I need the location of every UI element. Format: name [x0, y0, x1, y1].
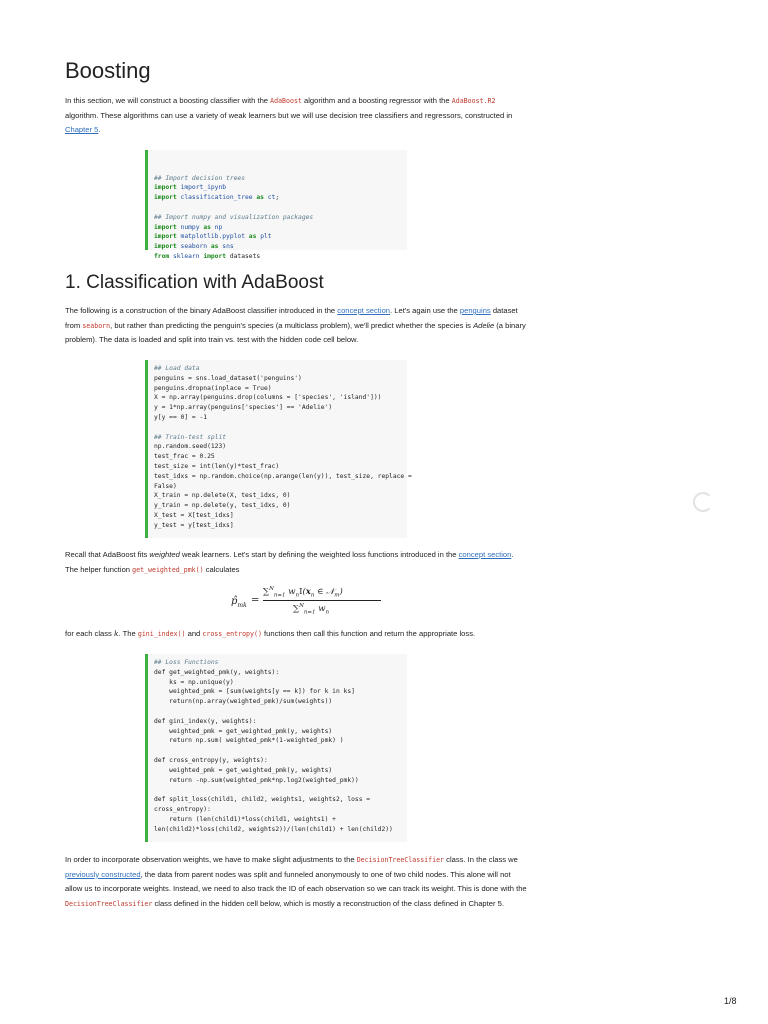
chapter5-link[interactable]: Chapter 5 [65, 125, 99, 135]
code-load-data [145, 360, 412, 538]
page-number: 1/8 [724, 996, 737, 1006]
code-line: cross_entropy): [154, 805, 211, 813]
loading-spinner-icon [693, 492, 713, 512]
inline-code: cross_entropy() [202, 630, 262, 638]
text: for each class [65, 629, 114, 638]
code-line: y = 1*np.array(penguins['species'] == 'Adelie') [154, 404, 333, 412]
code-line: import numpy as np [154, 223, 223, 231]
text: calculates [203, 564, 240, 574]
code-line: ks = np.unique(y) [154, 678, 234, 686]
text: class defined in the hidden cell below, which is mostly a reconstruction of the class defined in Chapter 5. [152, 898, 504, 908]
code-line: weighted_pmk = [sum(weights[y == k]) for k in ks] [154, 688, 355, 696]
code-line [154, 746, 401, 756]
text: In order to incorporate observation weights, we have to make slight adjustments to the [65, 855, 357, 864]
code-line: ## Load data [154, 365, 200, 372]
code-line: def split_loss(child1, child2, weights1, weights2, loss = [154, 796, 371, 804]
text: dataset from [65, 306, 518, 330]
section1-paragraph-1 [65, 304, 527, 348]
section1-paragraph-3 [65, 627, 527, 642]
code-line: import import_ipynb [154, 184, 227, 192]
text: , but rather than predicting the penguin's species (a multiclass problem), we'll predict whether the species is [110, 320, 474, 330]
text: Recall that AdaBoost fits [65, 550, 150, 559]
code-line: ## Loss Functions [154, 659, 219, 666]
code-line: X = np.array(penguins.drop(columns = ['species', 'island'])) [154, 394, 382, 402]
math-k: k [113, 629, 119, 638]
code-line: def gini_index(y, weights): [154, 717, 257, 725]
code-line: test_frac = 0.25 [154, 453, 215, 461]
code-line: y_test = y[test_idxs] [154, 521, 234, 529]
code-line: ## Train-test split [154, 433, 227, 441]
text: weak learners. Let's start by defining the weighted loss functions introduced in the [179, 550, 459, 559]
inline-code: seaborn [82, 321, 111, 330]
text: . The [118, 629, 138, 638]
code-line: import seaborn as sns [154, 243, 234, 251]
emphasis: Adelie [473, 320, 495, 330]
code-line: X_test = X[test_idxs] [154, 511, 234, 519]
penguins-link[interactable]: penguins [459, 306, 491, 315]
intro-paragraph [65, 94, 527, 138]
inline-code: get_weighted_pmk() [132, 565, 204, 574]
code-line: test_idxs = np.random.choice(np.arange(len(y)), test_size, replace = [154, 472, 412, 480]
code-line [154, 203, 401, 213]
code-loss-functions [145, 654, 407, 842]
code-line: from sklearn import datasets [154, 252, 261, 260]
code-line: def cross_entropy(y, weights): [154, 756, 268, 764]
inline-code: AdaBoost [270, 97, 302, 105]
code-line: False) [154, 482, 177, 490]
code-line [154, 707, 401, 717]
text: functions then call this function and return the appropriate loss. [261, 629, 476, 638]
inline-code: DecisionTreeClassifier [65, 899, 153, 908]
code-line: import matplotlib.pyplot as plt [154, 233, 272, 241]
code-line: return np.sum( weighted_pmk*(1-weighted_pmk) ) [154, 737, 344, 745]
code-line: weighted_pmk = get_weighted_pmk(y, weights) [154, 766, 333, 774]
text: The following is a construction of the binary AdaBoost classifier introduced in the [65, 306, 338, 315]
code-line: return -np.sum(weighted_pmk*np.log2(weighted_pmk)) [154, 776, 359, 784]
code-line: def get_weighted_pmk(y, weights): [154, 668, 280, 676]
previously-constructed-link[interactable]: previously constructed [65, 869, 141, 879]
code-line: return(np.array(weighted_pmk)/sum(weights)) [154, 698, 333, 706]
text: algorithm. These algorithms can use a variety of weak learners but we will use decision tree classifiers and regressors, constructed in [65, 110, 513, 120]
text: , the data from parent nodes was split and funneled anonymously to one of two child nodes. This alone will not allow us to incorporate weights. Instead, we need to also track the ID of each observation so we can track its weight. This is done with the [65, 869, 527, 894]
concept-section-link-2[interactable]: concept section [458, 550, 512, 559]
code-line: np.random.seed(123) [154, 443, 227, 451]
weighted-pmk-formula [231, 586, 391, 622]
emphasis: weighted [149, 550, 180, 559]
code-line: penguins.dropna(inplace = True) [154, 384, 272, 392]
code-line: test_size = int(len(y)*test_frac) [154, 462, 280, 470]
text: class. In the class we [444, 855, 518, 864]
code-imports [145, 150, 407, 260]
text: . [98, 125, 101, 135]
code-line: X_train = np.delete(X, test_idxs, 0) [154, 492, 291, 500]
code-line: len(child2)*loss(child2, weights2))/(len(child1) + len(child2)) [154, 825, 393, 833]
text: In this section, we will construct a boosting classifier with the [65, 96, 271, 105]
formula-lhs: $p̂_{mk}$ [231, 596, 247, 609]
code-line: y[y == 0] = -1 [154, 413, 208, 421]
formula-equals: = [251, 595, 260, 606]
inline-code: gini_index() [137, 630, 186, 638]
inline-code: DecisionTreeClassifier [356, 856, 445, 864]
section-heading: 1. Classification with AdaBoost [65, 272, 324, 293]
code-line: import classification_tree as ct; [154, 194, 280, 202]
formula-denominator: ∑$^N_{n=1}$ $w_n$ [293, 603, 330, 616]
concept-section-link[interactable]: concept section [337, 306, 391, 315]
code-line: return (len(child1)*loss(child1, weights1) + [154, 815, 336, 823]
formula-numerator: ∑$^N_{n=1}$ $w_nI(x_n$ ∈ 𝒩$_m$) [263, 586, 343, 599]
text: (a binary problem). The data is loaded and split into train vs. test with the hidden code cell below. [65, 320, 526, 345]
text: . The helper function [65, 550, 514, 574]
code-line: y_train = np.delete(y, test_idxs, 0) [154, 502, 291, 510]
code-line [154, 423, 401, 433]
code-line: ## Import numpy and visualization packages [154, 213, 314, 221]
section1-paragraph-2 [65, 548, 527, 577]
text: and [185, 629, 203, 638]
page-title: Boosting [65, 58, 151, 83]
inline-code: AdaBoost.R2 [451, 97, 496, 105]
text: . Let's again use the [390, 306, 460, 315]
code-line: weighted_pmk = get_weighted_pmk(y, weights) [154, 727, 333, 735]
formula-fraction-bar [263, 600, 381, 601]
section1-paragraph-4 [65, 853, 527, 911]
code-line: penguins = sns.load_dataset('penguins') [154, 374, 302, 382]
code-line [154, 785, 401, 795]
code-line: ## Import decision trees [154, 174, 245, 182]
text: algorithm and a boosting regressor with the [301, 96, 452, 105]
